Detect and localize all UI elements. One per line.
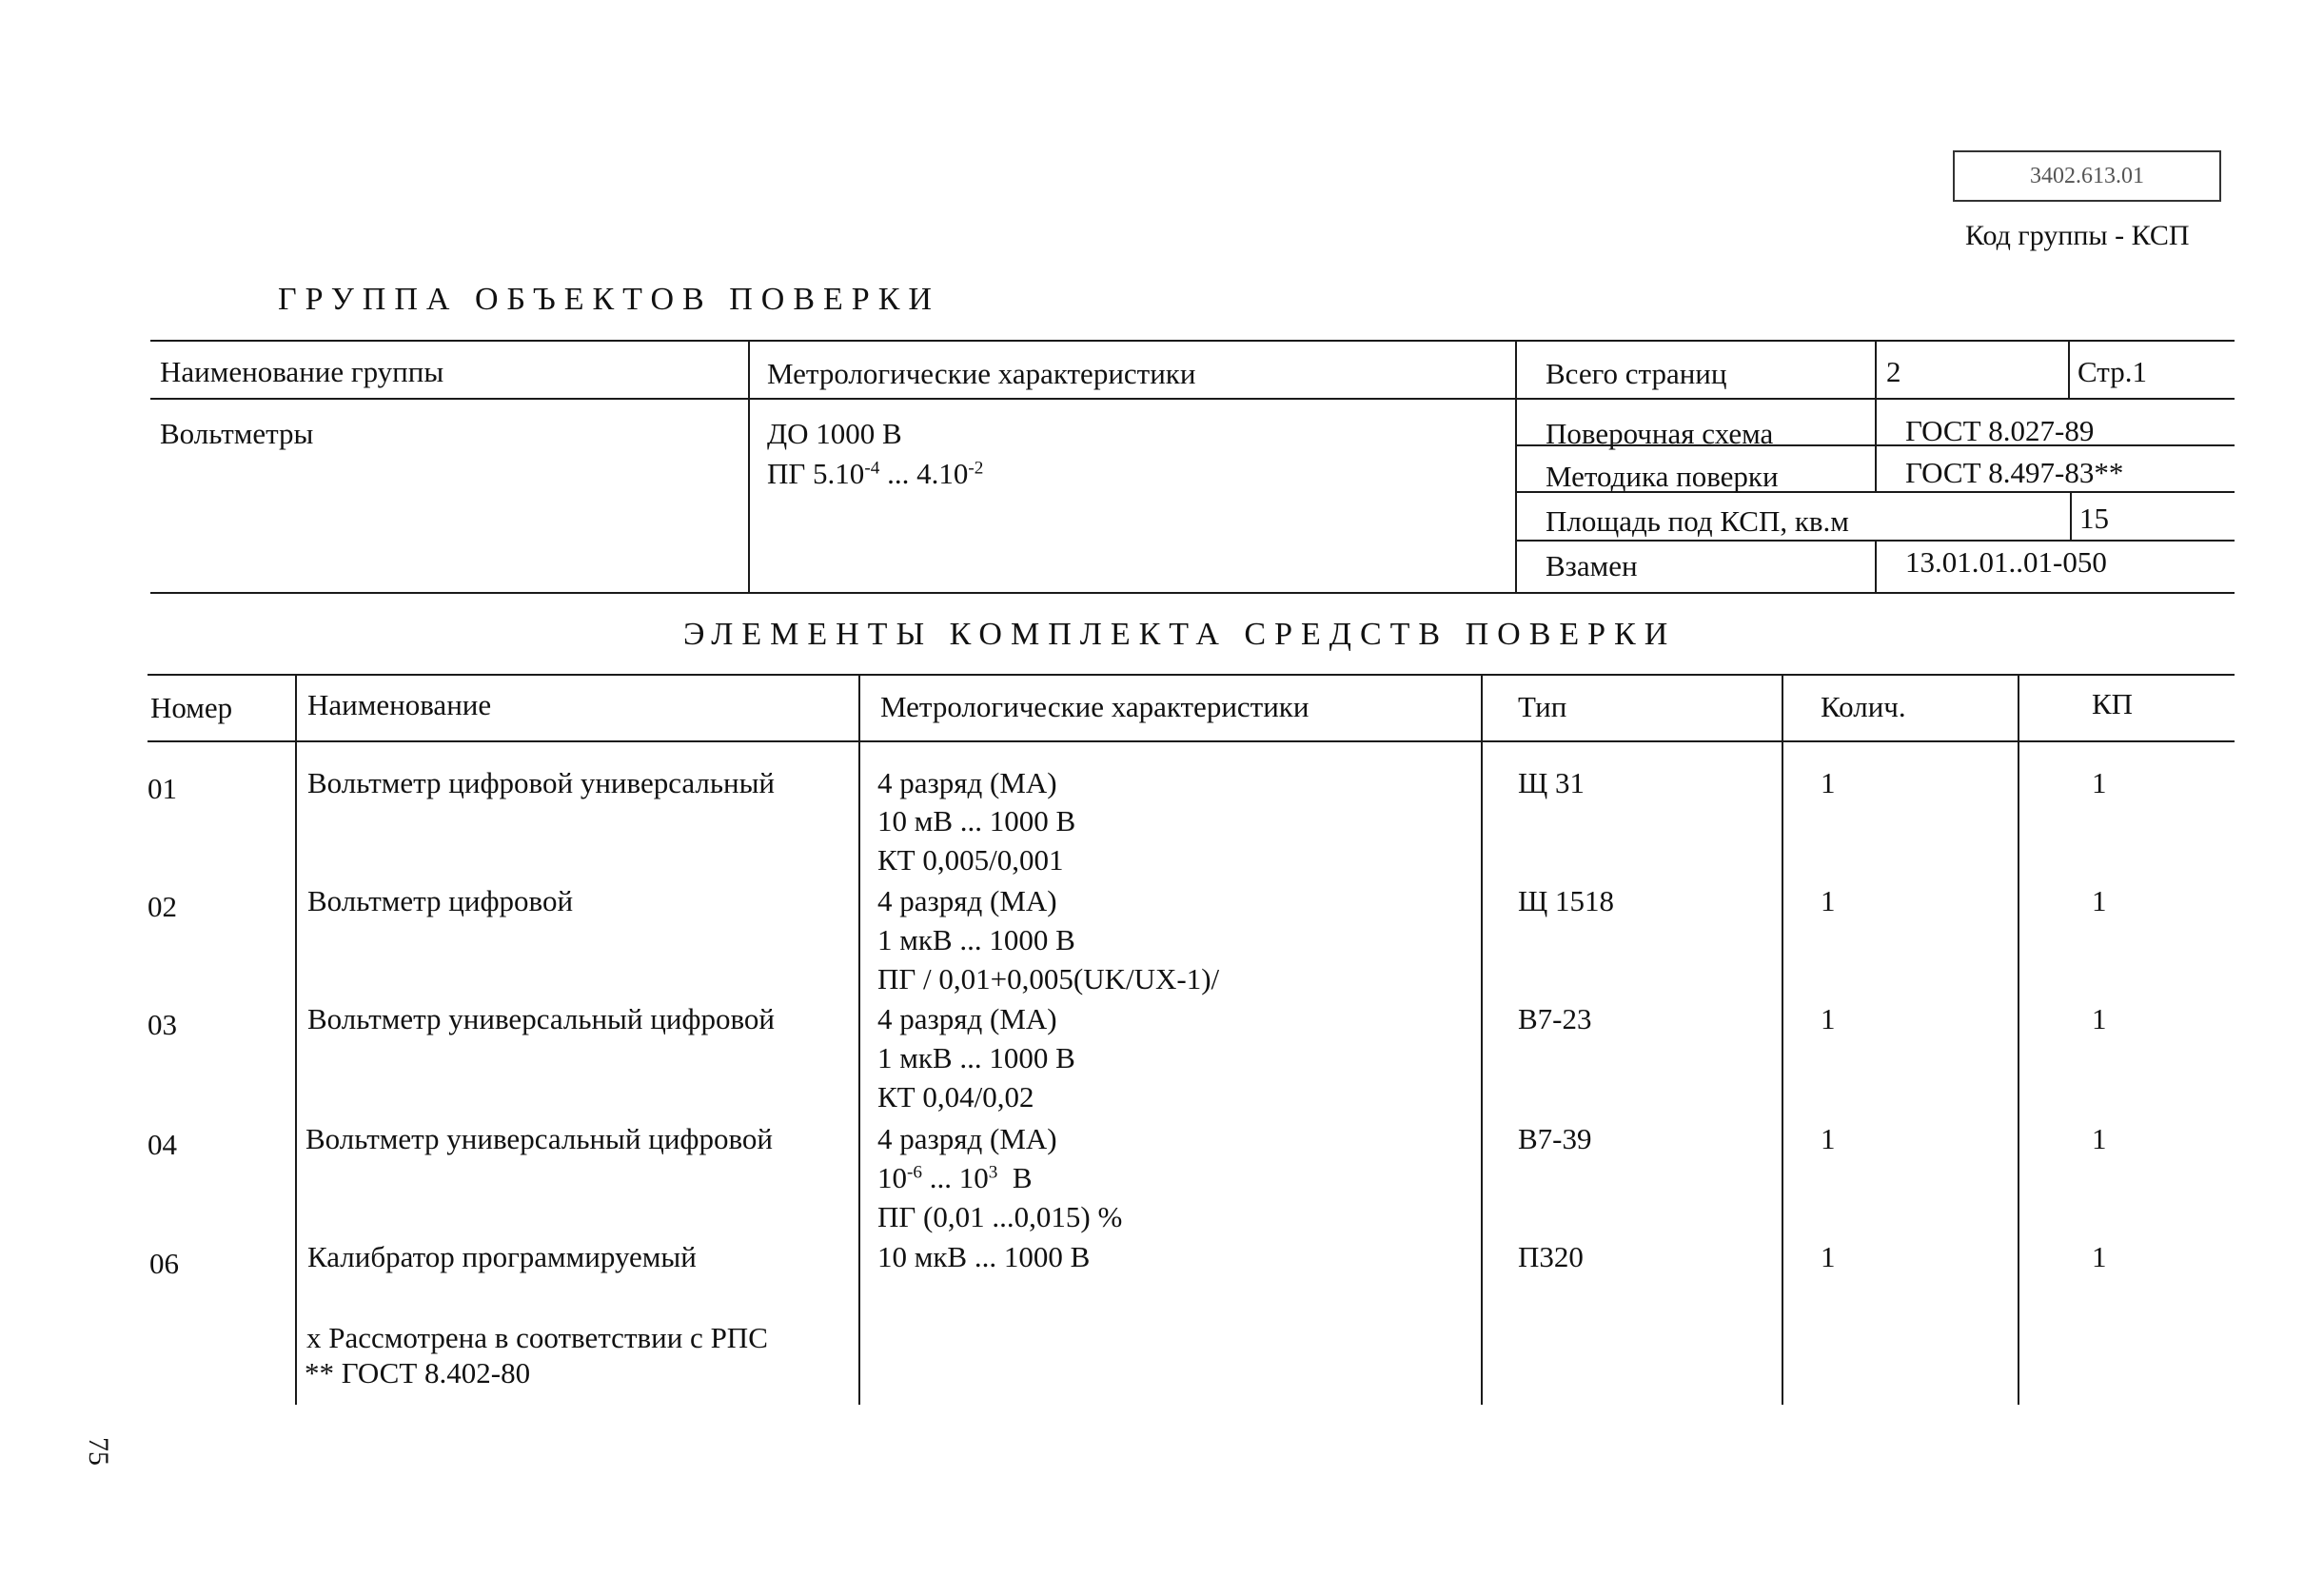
group-table-bottom-border xyxy=(150,592,2235,594)
table-row-name: Вольтметр универсальный цифровой xyxy=(305,1122,774,1155)
elements-divider-4 xyxy=(1782,674,1783,1405)
table-row-char: $10^{-6}$ ... $10^3$ В xyxy=(877,1161,1033,1194)
info-label-replaced: Взамен xyxy=(1546,549,1638,582)
group-name: Вольтметры xyxy=(160,417,314,450)
table-row-number: 06 xyxy=(149,1247,179,1280)
info-page-number: Стр.1 xyxy=(2078,355,2147,388)
footnote-2: ** ГОСТ 8.402-80 xyxy=(305,1356,531,1389)
table-row-char: КТ 0,04/0,02 xyxy=(877,1080,1034,1113)
table-row-quantity: 1 xyxy=(1821,766,1836,799)
group-metro-line-2: ПГ $5.10^{-4}$ ... $4.10^{-2}$ xyxy=(767,457,984,490)
table-row-kp: 1 xyxy=(2092,1240,2107,1273)
column-header-name: Наименование xyxy=(307,688,492,721)
document-code: 3402.613.01 xyxy=(2030,164,2144,188)
document-code-box xyxy=(1953,150,2221,202)
footnote-1: х Рассмотрена в соответствии с РПС xyxy=(306,1321,768,1354)
info-value-total-pages: 2 xyxy=(1886,355,1901,388)
group-info-divider-pages xyxy=(1875,340,1877,398)
info-value-replaced: 13.01.01..01-050 xyxy=(1905,545,2107,579)
table-row-kp: 1 xyxy=(2092,766,2107,799)
table-row-name: Калибратор программируемый xyxy=(307,1240,697,1273)
table-row-number: 02 xyxy=(148,890,177,923)
table-row-type: В7-23 xyxy=(1518,1002,1592,1035)
elements-divider-3 xyxy=(1481,674,1483,1405)
column-header-kp: КП xyxy=(2092,687,2134,720)
page-number: 75 xyxy=(83,1437,114,1466)
column-header-number: Номер xyxy=(150,691,233,724)
table-row-char: 4 разряд (МА) xyxy=(877,1122,1057,1155)
table-row-char: 1 мкВ ... 1000 В xyxy=(877,1041,1075,1074)
group-table-top-border xyxy=(150,340,2235,342)
table-row-kp: 1 xyxy=(2092,884,2107,917)
info-label-total-pages: Всего страниц xyxy=(1546,357,1727,390)
elements-section-title: ЭЛЕМЕНТЫ КОМПЛЕКТА СРЕДСТВ ПОВЕРКИ xyxy=(683,617,1677,652)
table-row-char: 10 мкВ ... 1000 В xyxy=(877,1240,1091,1273)
info-label-method: Методика поверки xyxy=(1546,460,1779,493)
table-row-type: Щ 1518 xyxy=(1518,884,1615,917)
table-row-char: 10 мВ ... 1000 В xyxy=(877,804,1076,837)
info-value-method: ГОСТ 8.497-83** xyxy=(1905,456,2124,489)
table-row-kp: 1 xyxy=(2092,1122,2107,1155)
table-row-char: 4 разряд (МА) xyxy=(877,766,1057,799)
table-row-number: 01 xyxy=(148,772,177,805)
table-row-kp: 1 xyxy=(2092,1002,2107,1035)
table-row-quantity: 1 xyxy=(1821,1240,1836,1273)
group-table-divider-2 xyxy=(1515,340,1517,593)
info-value-area: 15 xyxy=(2079,502,2109,535)
info-label-scheme: Поверочная схема xyxy=(1546,417,1774,450)
group-table-divider-1 xyxy=(748,340,750,593)
group-section-title: ГРУППА ОБЪЕКТОВ ПОВЕРКИ xyxy=(278,282,940,317)
info-value-scheme: ГОСТ 8.027-89 xyxy=(1905,414,2095,447)
column-header-quantity: Колич. xyxy=(1821,690,1906,723)
group-info-divider-replaced xyxy=(1875,541,1877,592)
group-table-header-border xyxy=(150,398,2235,400)
table-row-type: П320 xyxy=(1518,1240,1584,1273)
column-header-characteristics: Метрологические характеристики xyxy=(880,690,1310,723)
table-row-name: Вольтметр универсальный цифровой xyxy=(307,1002,776,1035)
table-row-quantity: 1 xyxy=(1821,1122,1836,1155)
elements-table-top-border xyxy=(148,674,2235,676)
table-row-name: Вольтметр цифровой универсальный xyxy=(307,766,776,799)
elements-divider-1 xyxy=(295,674,297,1405)
table-row-quantity: 1 xyxy=(1821,884,1836,917)
table-row-type: В7-39 xyxy=(1518,1122,1592,1155)
table-row-char: ПГ / 0,01+0,005(UK/UX-1)/ xyxy=(877,962,1220,995)
info-label-area: Площадь под КСП, кв.м xyxy=(1546,504,1849,538)
group-metro-header: Метрологические характеристики xyxy=(767,357,1196,390)
group-info-divider-area xyxy=(2070,493,2072,541)
table-row-number: 04 xyxy=(148,1128,177,1161)
table-row-char: ПГ (0,01 ...0,015) % xyxy=(877,1200,1123,1233)
table-row-char: КТ 0,005/0,001 xyxy=(877,843,1064,877)
column-header-type: Тип xyxy=(1518,690,1567,723)
table-row-char: 4 разряд (МА) xyxy=(877,884,1057,917)
table-row-quantity: 1 xyxy=(1821,1002,1836,1035)
table-row-number: 03 xyxy=(148,1008,177,1041)
table-row-name: Вольтметр цифровой xyxy=(307,884,574,917)
group-metro-line-1: ДО 1000 В xyxy=(767,417,902,450)
elements-divider-5 xyxy=(2018,674,2019,1405)
elements-divider-2 xyxy=(858,674,860,1405)
table-row-type: Щ 31 xyxy=(1518,766,1585,799)
group-code-label: Код группы - КСП xyxy=(1965,220,2190,251)
elements-table-header-border xyxy=(148,740,2235,742)
table-row-char: 1 мкВ ... 1000 В xyxy=(877,923,1075,956)
table-row-char: 4 разряд (МА) xyxy=(877,1002,1057,1035)
group-info-divider-page-no xyxy=(2068,340,2070,398)
group-name-header: Наименование группы xyxy=(160,355,444,388)
